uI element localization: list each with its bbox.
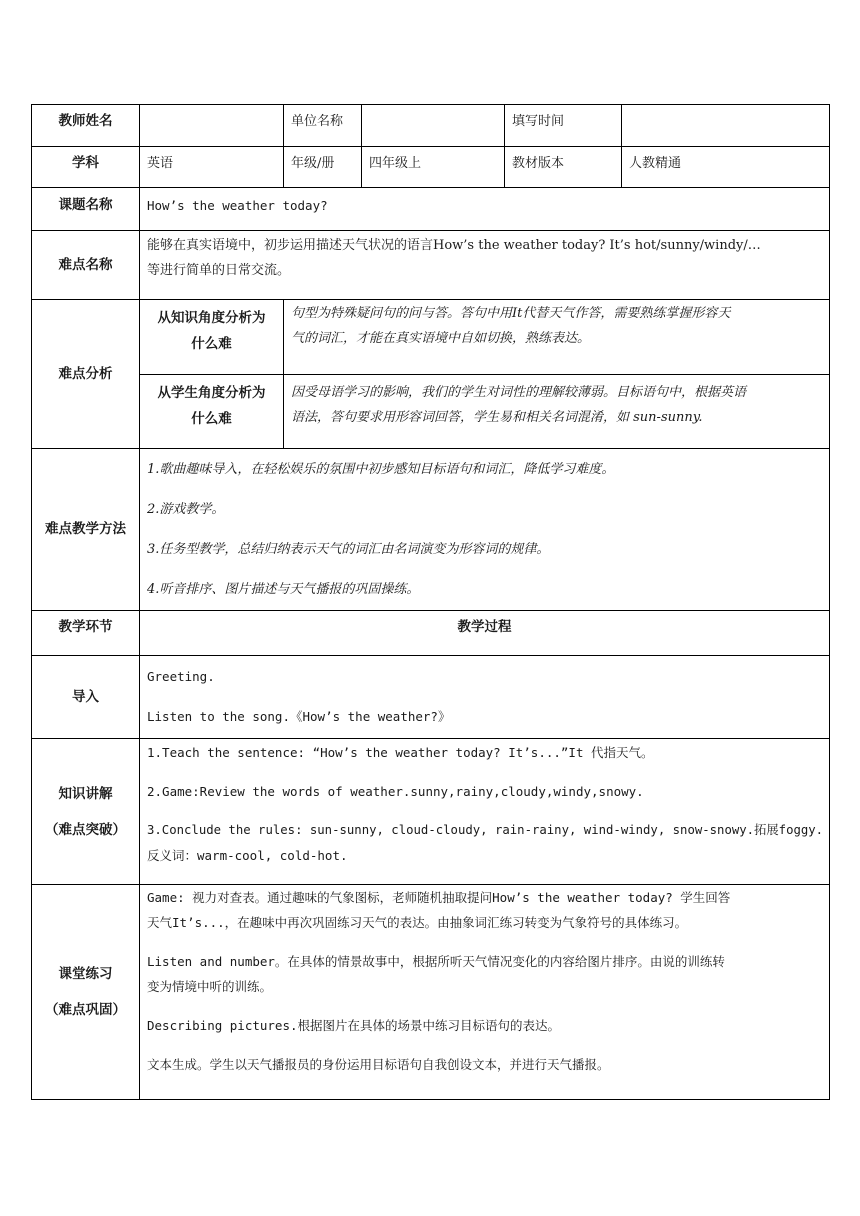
practice-line-2b: 变为情境中听的训练。 [147, 979, 273, 994]
practice-text [140, 885, 830, 1100]
method-item-4: 4.听音排序、图片描述与天气播报的巩固操练。 [147, 582, 420, 597]
intro-text [140, 656, 830, 739]
row-process-header [32, 611, 830, 656]
subject-value: 英语 [140, 147, 284, 188]
grade-label: 年级/册 [284, 147, 362, 188]
date-value [622, 105, 830, 147]
stage-header: 教学环节 [32, 611, 140, 656]
knowledge-label-line-1: 知识讲解 [58, 785, 113, 802]
teacher-name-label: 教师姓名 [32, 105, 140, 147]
student-angle-line-1: 从学生角度分析为 [157, 385, 266, 401]
row-difficulty [32, 231, 830, 300]
row-knowledge [32, 739, 830, 885]
practice-label [32, 885, 140, 1100]
difficulty-label: 难点名称 [32, 231, 140, 300]
practice-line-3: Describing pictures.根据图片在具体的场景中练习目标语句的表达。 [147, 1018, 561, 1033]
knowledge-label [32, 739, 140, 885]
row-practice [32, 885, 830, 1100]
student-angle-label [140, 375, 284, 449]
row-teacher-info [32, 105, 830, 147]
analysis-label: 难点分析 [32, 300, 140, 449]
knowledge-angle-line-1: 从知识角度分析为 [157, 310, 266, 326]
knowledge-text [140, 739, 830, 885]
knowledge-text-line-1: 句型为特殊疑问句的问与答。答句中用It代替天气作答，需要熟练掌握形容天 [291, 306, 731, 321]
topic-value: How’s the weather today? [140, 188, 830, 231]
method-item-3: 3.任务型教学，总结归纳表示天气的词汇由名词演变为形容词的规律。 [147, 542, 550, 557]
knowledge-label-line-2: （难点突破） [45, 821, 126, 838]
knowledge-line-3b: 反义词：warm-cool, cold-hot. [147, 848, 348, 863]
row-method [32, 449, 830, 611]
knowledge-angle-label [140, 300, 284, 375]
method-list [140, 449, 830, 611]
knowledge-angle-text [284, 300, 830, 375]
date-label: 填写时间 [505, 105, 622, 147]
practice-line-1a: Game: 视力对查表。通过趣味的气象图标，老师随机抽取提问How’s the weather today? 学生回答 [147, 890, 731, 905]
unit-value [362, 105, 505, 147]
student-angle-text [284, 375, 830, 449]
knowledge-text-line-2: 气的词汇，才能在真实语境中自如切换，熟练表达。 [291, 331, 591, 346]
difficulty-line-1: 能够在真实语境中，初步运用描述天气状况的语言How’s the weather today? It’s hot/sunny/windy/… [147, 238, 761, 253]
teacher-name-value [140, 105, 284, 147]
row-intro [32, 656, 830, 739]
lesson-plan-sheet [31, 104, 829, 1101]
knowledge-line-3a: 3.Conclude the rules: sun-sunny, cloud-cloudy, rain-rainy, wind-windy, snow-snowy.拓展foggy. [147, 823, 824, 837]
practice-line-4: 文本生成。学生以天气播报员的身份运用目标语句自我创设文本，并进行天气播报。 [147, 1057, 610, 1072]
student-angle-line-2: 什么难 [191, 411, 232, 427]
unit-label: 单位名称 [284, 105, 362, 147]
process-header: 教学过程 [140, 611, 830, 656]
difficulty-text [140, 231, 830, 300]
intro-line-2: Listen to the song.《How’s the weather?》 [147, 709, 451, 724]
grade-value: 四年级上 [362, 147, 505, 188]
method-item-1: 1.歌曲趣味导入，在轻松娱乐的氛围中初步感知目标语句和词汇，降低学习难度。 [147, 462, 615, 477]
lesson-plan-table [31, 104, 830, 1100]
student-text-line-2: 语法，答句要求用形容词回答，学生易和相关名词混淆，如 sun-sunny. [291, 410, 703, 425]
row-topic [32, 188, 830, 231]
practice-line-2a: Listen and number。在具体的情景故事中，根据所听天气情况变化的内容给图片排序。由说的训练转 [147, 954, 725, 969]
intro-line-1: Greeting. [147, 669, 215, 684]
textbook-value: 人教精通 [622, 147, 830, 188]
row-analysis-student [32, 375, 830, 449]
row-subject-info [32, 147, 830, 188]
student-text-line-1: 因受母语学习的影响，我们的学生对词性的理解较薄弱。目标语句中，根据英语 [291, 385, 747, 400]
knowledge-line-2: 2.Game:Review the words of weather.sunny,rainy,cloudy,windy,snowy. [147, 784, 644, 799]
knowledge-line-1: 1.Teach the sentence: “How’s the weather today? It’s...”It 代指天气。 [147, 745, 654, 760]
difficulty-line-2: 等进行简单的日常交流。 [147, 263, 291, 278]
method-item-2: 2.游戏教学。 [147, 502, 225, 517]
practice-line-1b: 天气It’s...，在趣味中再次巩固练习天气的表达。由抽象词汇练习转变为气象符号的具体练习。 [147, 915, 688, 930]
topic-label: 课题名称 [32, 188, 140, 231]
practice-label-line-2: （难点巩固） [45, 1002, 126, 1018]
textbook-label: 教材版本 [505, 147, 622, 188]
practice-label-line-1: 课堂练习 [58, 966, 113, 982]
method-label: 难点教学方法 [32, 449, 140, 611]
subject-label: 学科 [32, 147, 140, 188]
row-analysis-knowledge [32, 300, 830, 375]
intro-label: 导入 [32, 656, 140, 739]
knowledge-angle-line-2: 什么难 [191, 336, 232, 352]
